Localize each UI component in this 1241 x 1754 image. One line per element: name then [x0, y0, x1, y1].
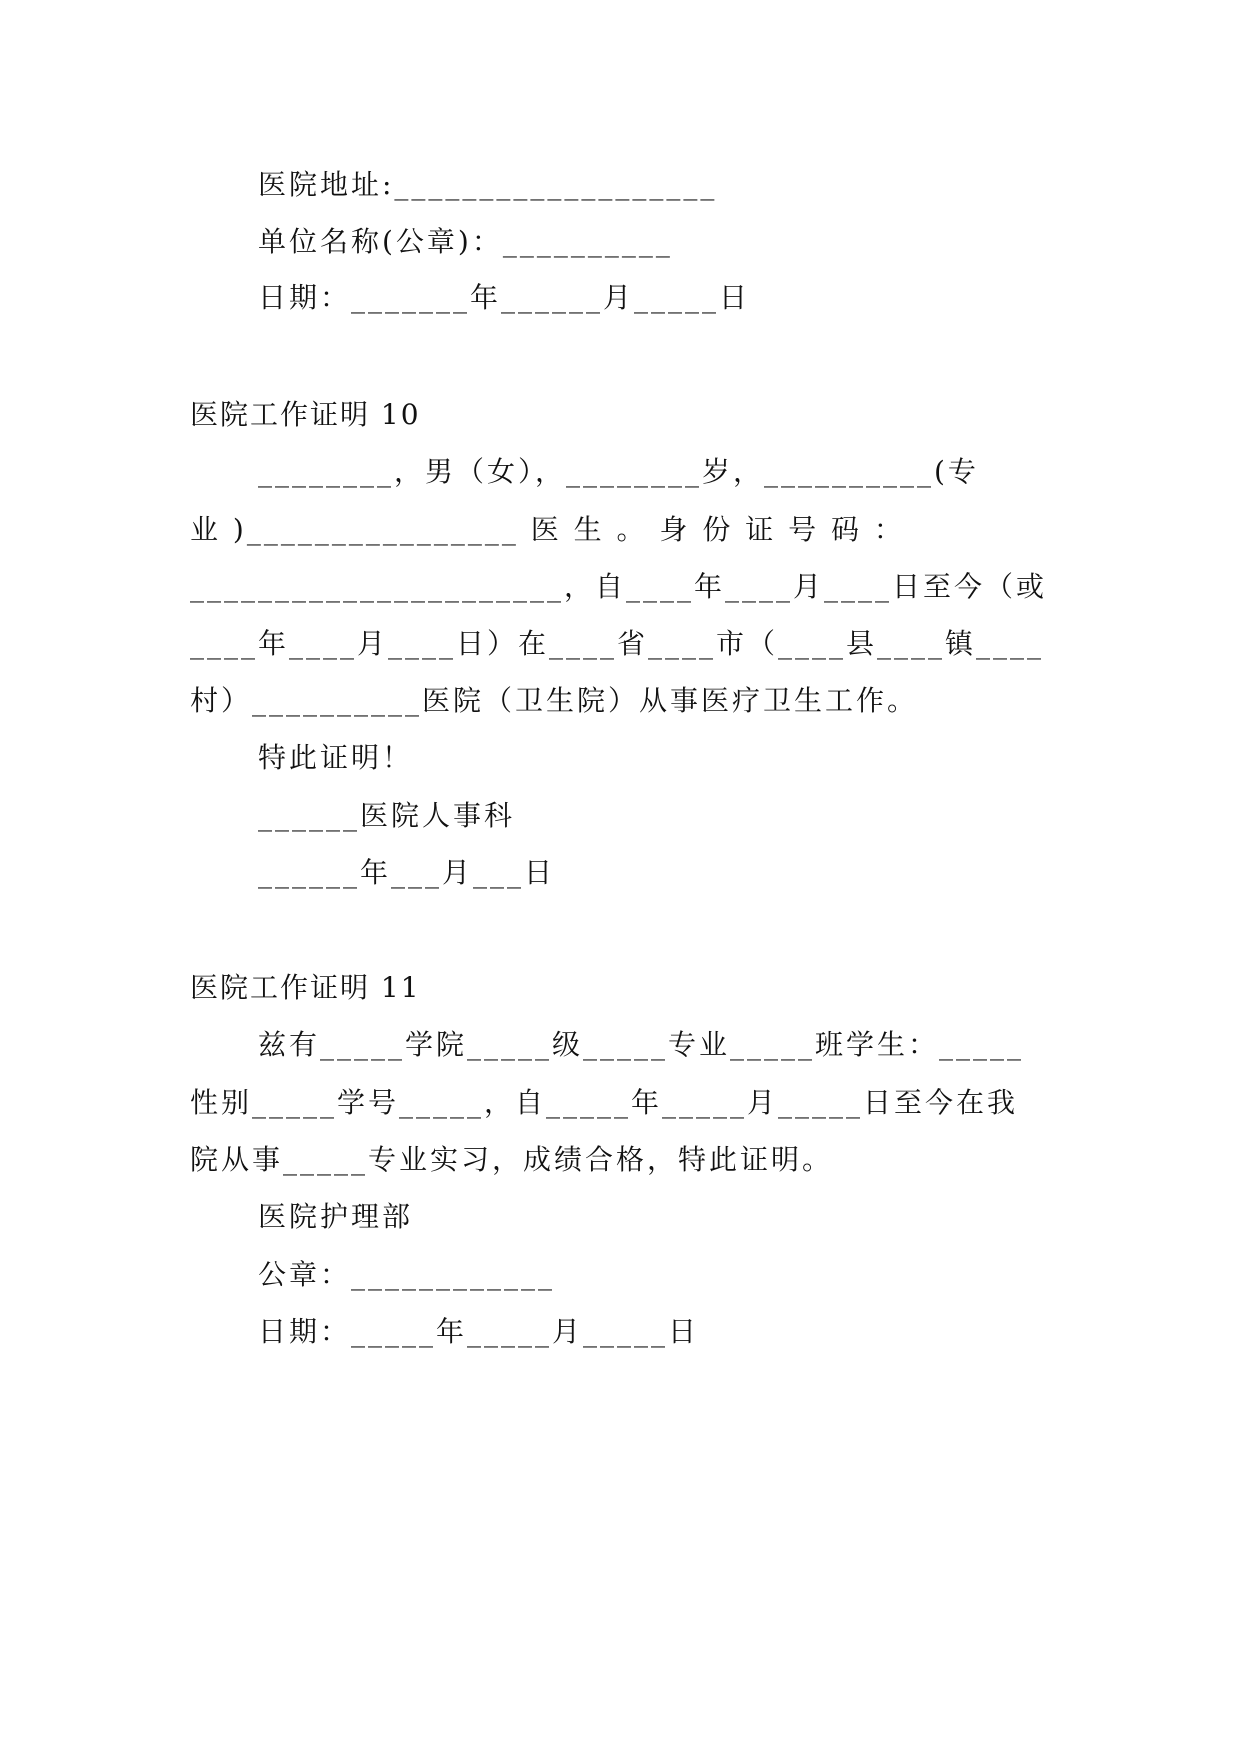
- cert10-closing: 特此证明！: [258, 741, 414, 774]
- cert11-title: 医院工作证明 11: [190, 971, 421, 1004]
- unit-name-line: 单位名称(公章)：__________: [258, 225, 673, 258]
- cert11-issuer: 医院护理部: [258, 1200, 414, 1233]
- cert11-seal: 公章：____________: [258, 1258, 556, 1291]
- cert11-body-line-2: 性别_____学号_____，自_____年_____月_____日至今在我: [190, 1086, 1019, 1119]
- cert11-body-line-1: 兹有_____学院_____级_____专业_____班学生：_____: [258, 1028, 1025, 1061]
- cert11-body-line-3: 院从事_____专业实习，成绩合格，特此证明。: [190, 1143, 834, 1176]
- cert10-body-line-5: 村）__________医院（卫生院）从事医疗卫生工作。: [190, 684, 919, 717]
- cert10-issuer: ______医院人事科: [258, 799, 516, 832]
- cert10-body-line-3: ______________________，自____年____月____日至今（或: [190, 570, 1048, 603]
- cert10-title: 医院工作证明 10: [190, 398, 421, 431]
- cert10-date: ______年___月___日: [258, 856, 556, 889]
- hospital-address-line: 医院地址:___________________: [258, 168, 718, 201]
- cert10-body-line-4: ____年____月____日）在____省____市（____县____镇____: [190, 627, 1045, 660]
- top-date-line: 日期：_______年______月_____日: [258, 281, 751, 314]
- cert10-body-line-2: 业 )________________ 医 生 。 身 份 证 号 码 ：: [190, 513, 905, 546]
- cert10-body-line-1: ________，男（女），________岁，__________(专: [258, 455, 979, 488]
- cert11-date: 日期：_____年_____月_____日: [258, 1315, 700, 1348]
